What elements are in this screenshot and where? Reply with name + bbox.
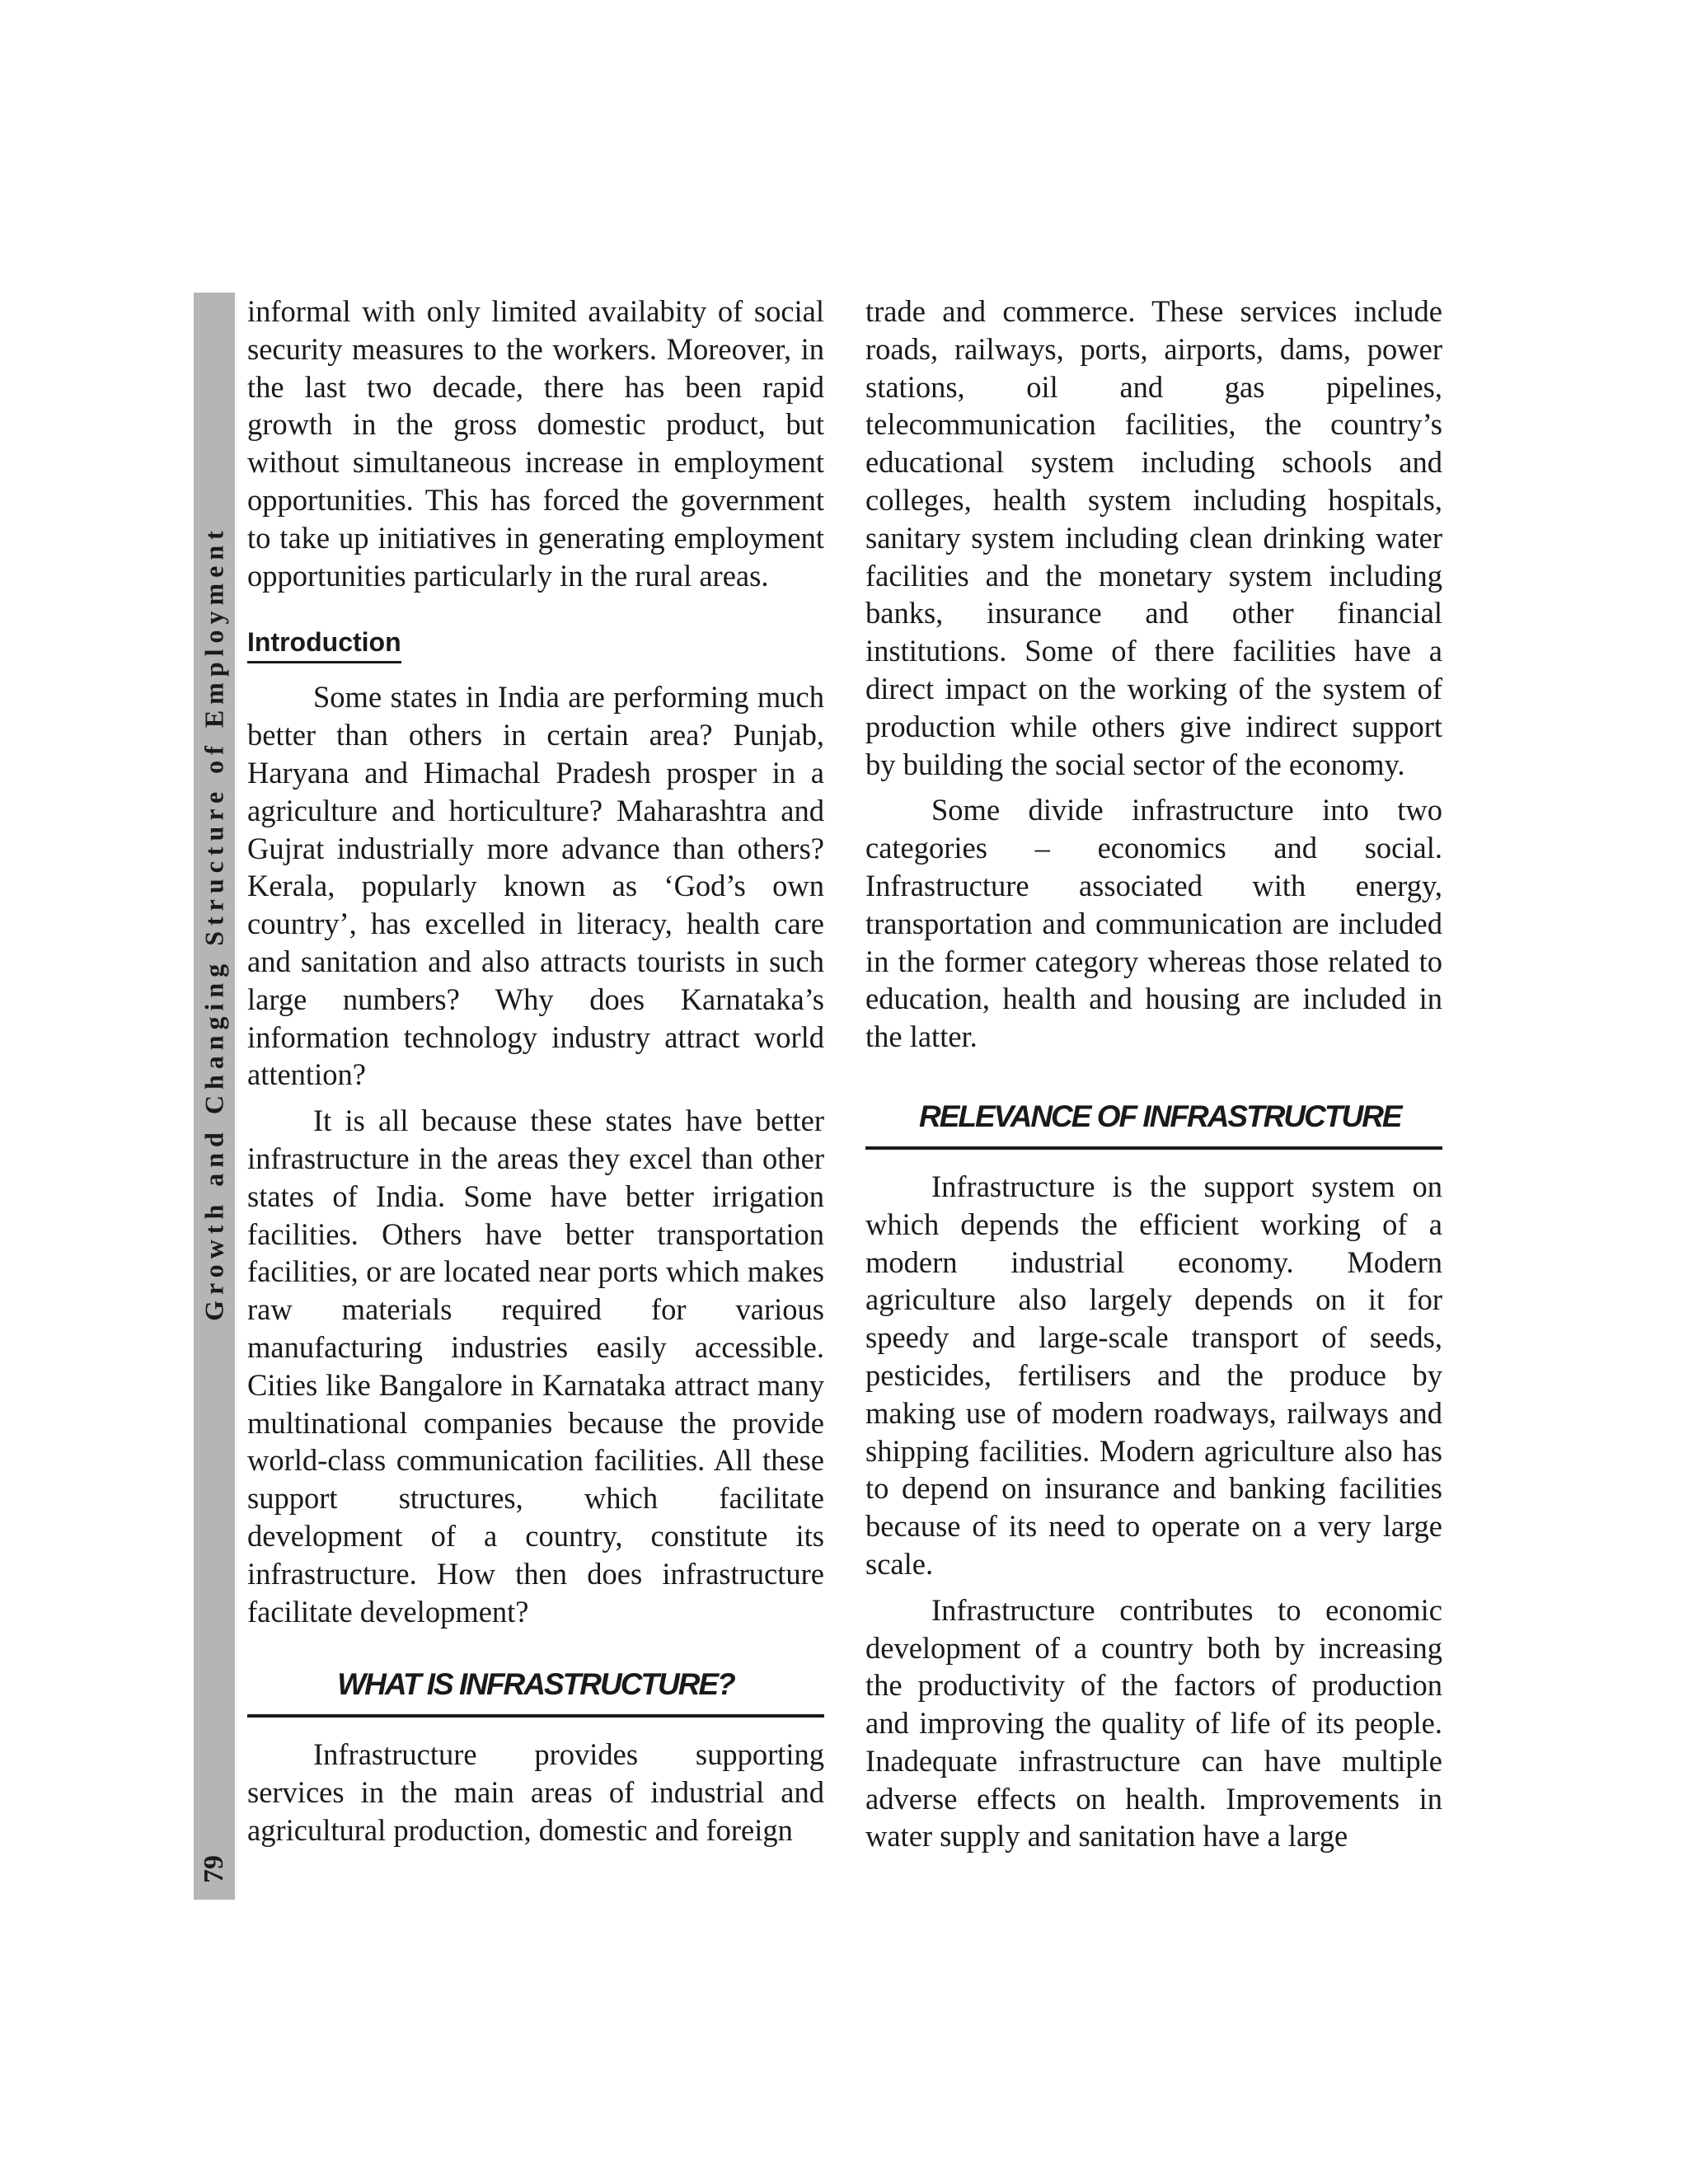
introduction-heading: Introduction — [247, 625, 401, 663]
right-paragraph-2: Some divide infrastructure into two categories – economics and social. Infrastructure associated with energy, transportation and communication are included in the former category whereas those related to education, health and housing are included in the latter. — [865, 793, 1442, 1054]
right-paragraph-3: Infrastructure is the support system on which depends the efficient working of a modern industrial economy. Modern agriculture also largely depends on it for speedy and large-scale transport of seeds, pesticides, fertilisers and the produce by making use of modern roadways, railways and shipping facilities. Modern agriculture also has to depend on insurance and banking facilities because of its need to operate on a very large scale. — [865, 1169, 1442, 1581]
relevance-heading: RELEVANCE OF INFRASTRUCTURE — [865, 1097, 1442, 1150]
right-paragraph-4: Infrastructure contributes to economic development of a country both by increasing the productivity of the factors of production and improving the quality of life of its people. Inadequate infrastructure can have multiple adverse effects on health. Improvements in water supply and sanitation have a large — [865, 1592, 1442, 1854]
what-is-infrastructure-heading: WHAT IS INFRASTRUCTURE? — [247, 1665, 824, 1718]
right-column — [865, 293, 1442, 1855]
running-head: Growth and Changing Structure of Employment — [199, 525, 229, 1321]
right-paragraph-1: trade and commerce. These services include roads, railways, ports, airports, dams, power stations, oil and gas pipelines, telecommunication facilities, the country’s educational system including schools and colleges, health system including hospitals, sanitary system including clean drinking water facilities and the monetary system including banks, insurance and other financial institutions. Some of there facilities have a direct impact on the working of the system of production while others give indirect support by building the social sector of the economy. — [865, 294, 1442, 781]
left-paragraph-1: informal with only limited availabity of social security measures to the workers. Moreover, in the last two decade, there has been rapid growth in the gross domestic product, but without simultaneous increase in employment opportunities. This has forced the government to take up initiatives in generating employment opportunities particularly in the rural areas. — [247, 294, 824, 593]
left-column — [247, 293, 824, 1849]
left-paragraph-4: Infrastructure provides supporting services in the main areas of industrial and agricultural production, domestic and foreign — [247, 1737, 824, 1847]
left-paragraph-3: It is all because these states have better infrastructure in the areas they excel than other states of India. Some have better irrigation facilities. Others have better transportation facilities, or are located near ports which makes raw materials required for various manufacturing industries easily accessible. Cities like Bangalore in Karnataka attract many multinational companies because the provide world-class communication facilities. All these support structures, which facilitate development of a country, constitute its infrastructure. How then does infrastructure facilitate development? — [247, 1104, 824, 1629]
page-number: 79 — [199, 1855, 229, 1883]
left-paragraph-2: Some states in India are performing much better than others in certain area? Punjab, Haryana and Himachal Pradesh prosper in a agriculture and horticulture? Maharashtra and Gujrat industrially more advance than others? Kerala, popularly known as ‘God’s own country’, has excelled in literacy, health care and sanitation and also attracts tourists in such large numbers? Why does Karnataka’s information technology industry attract world attention? — [247, 680, 824, 1092]
